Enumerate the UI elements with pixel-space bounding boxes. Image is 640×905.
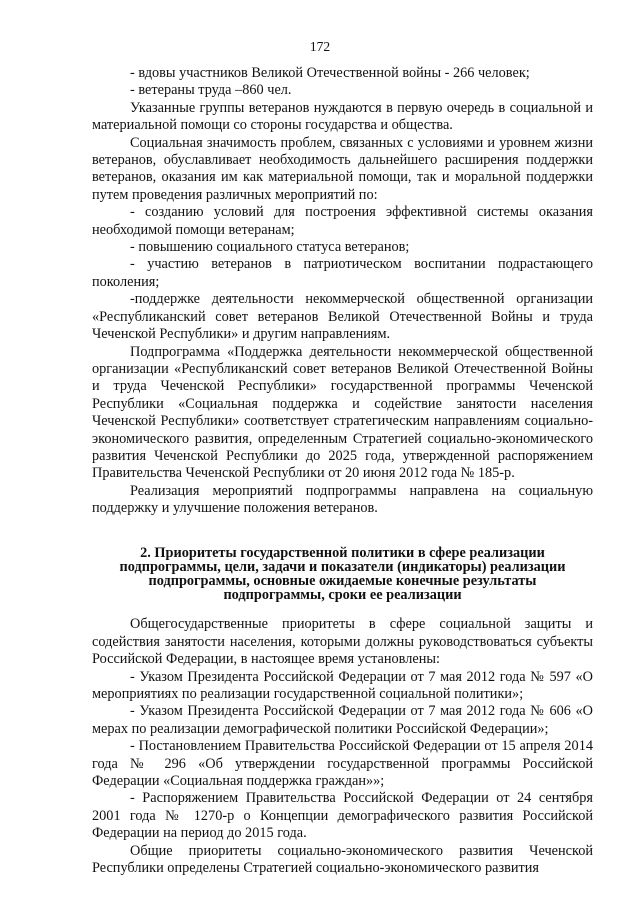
list-item: - Распоряжением Правительства Российской Федерации от 24 сентября 2001 года № 1270-р о Концепции демографического развития Российской Федерации на период до 2015 года. <box>92 790 593 842</box>
list-item: -поддержке деятельности некоммерческой общественной организации «Республиканский совет ветеранов Великой Отечественной Войны и труда Чеченской Республики» и другим направлениям. <box>92 291 593 343</box>
section-heading-line: подпрограммы, цели, задачи и показатели (индикаторы) реализации <box>119 558 566 575</box>
paragraph: Указанные группы ветеранов нуждаются в первую очередь в социальной и материальной помощи со стороны государства и общества. <box>92 99 593 134</box>
page-number: 172 <box>309 39 331 54</box>
list-item: - Указом Президента Российской Федерации от 7 мая 2012 года № 606 «О мерах по реализации демографической политики Российской Федерации»; <box>92 703 593 737</box>
paragraph: Подпрограмма «Поддержка деятельности некоммерческой общественной организации «Республиканский совет ветеранов Великой Отечественной Войны и труда Чеченской Республики» государственной программы Чеченской Республики «Социальная поддержка и содействие занятости населения Чеченской Республики» соответствует стратегическим направлениям социально-экономического развития, определенным Стратегией социально-экономического развития Чеченской Республики до 2025 года, утвержденной распоряжением Правительства Чеченской Республики от 20 июня 2012 года № 185-р. <box>92 343 593 482</box>
list-item: - Постановлением Правительства Российской Федерации от 15 апреля 2014 года № 296 «Об утверждении государственной программы Российской Федерации «Социальная поддержка граждан»»; <box>92 738 593 790</box>
paragraph: Общие приоритеты социально-экономического развития Чеченской Республики определены Стратегией социально-экономического развития <box>92 842 593 877</box>
list-item: - повышению социального статуса ветеранов; <box>130 239 410 256</box>
section-heading-line: 2. Приоритеты государственной политики в сфере реализации <box>140 544 545 561</box>
list-item: - участию ветеранов в патриотическом воспитании подрастающего поколения; <box>92 256 593 290</box>
list-item: - Указом Президента Российской Федерации от 7 мая 2012 года № 597 «О мероприятиях по реализации государственной социальной политики»; <box>92 668 593 702</box>
section-heading <box>92 546 593 603</box>
list-item: - ветераны труда –860 чел. <box>130 82 292 99</box>
paragraph: Социальная значимость проблем, связанных с условиями и уровнем жизни ветеранов, обуславливает необходимость дальнейшего расширения поддержки ветеранов, оказания им как материальной помощи, так и моральной поддержки путем проведения различных мероприятий по: <box>92 134 593 203</box>
list-item: - вдовы участников Великой Отечественной войны - 266 человек; <box>130 65 530 81</box>
section-heading-line: подпрограммы, основные ожидаемые конечные результаты <box>148 572 537 589</box>
paragraph: Реализация мероприятий подпрограммы направлена на социальную поддержку и улучшение положения ветеранов. <box>92 482 593 517</box>
paragraph: Общегосударственные приоритеты в сфере социальной защиты и содействия занятости населения, которыми должны руководствоваться субъекты Российской Федерации, в настоящее время установлены: <box>92 616 593 668</box>
list-item: - созданию условий для построения эффективной системы оказания необходимой помощи ветеранам; <box>92 204 593 238</box>
document-body <box>92 65 593 877</box>
section-heading-line: подпрограммы, сроки ее реализации <box>223 587 462 604</box>
